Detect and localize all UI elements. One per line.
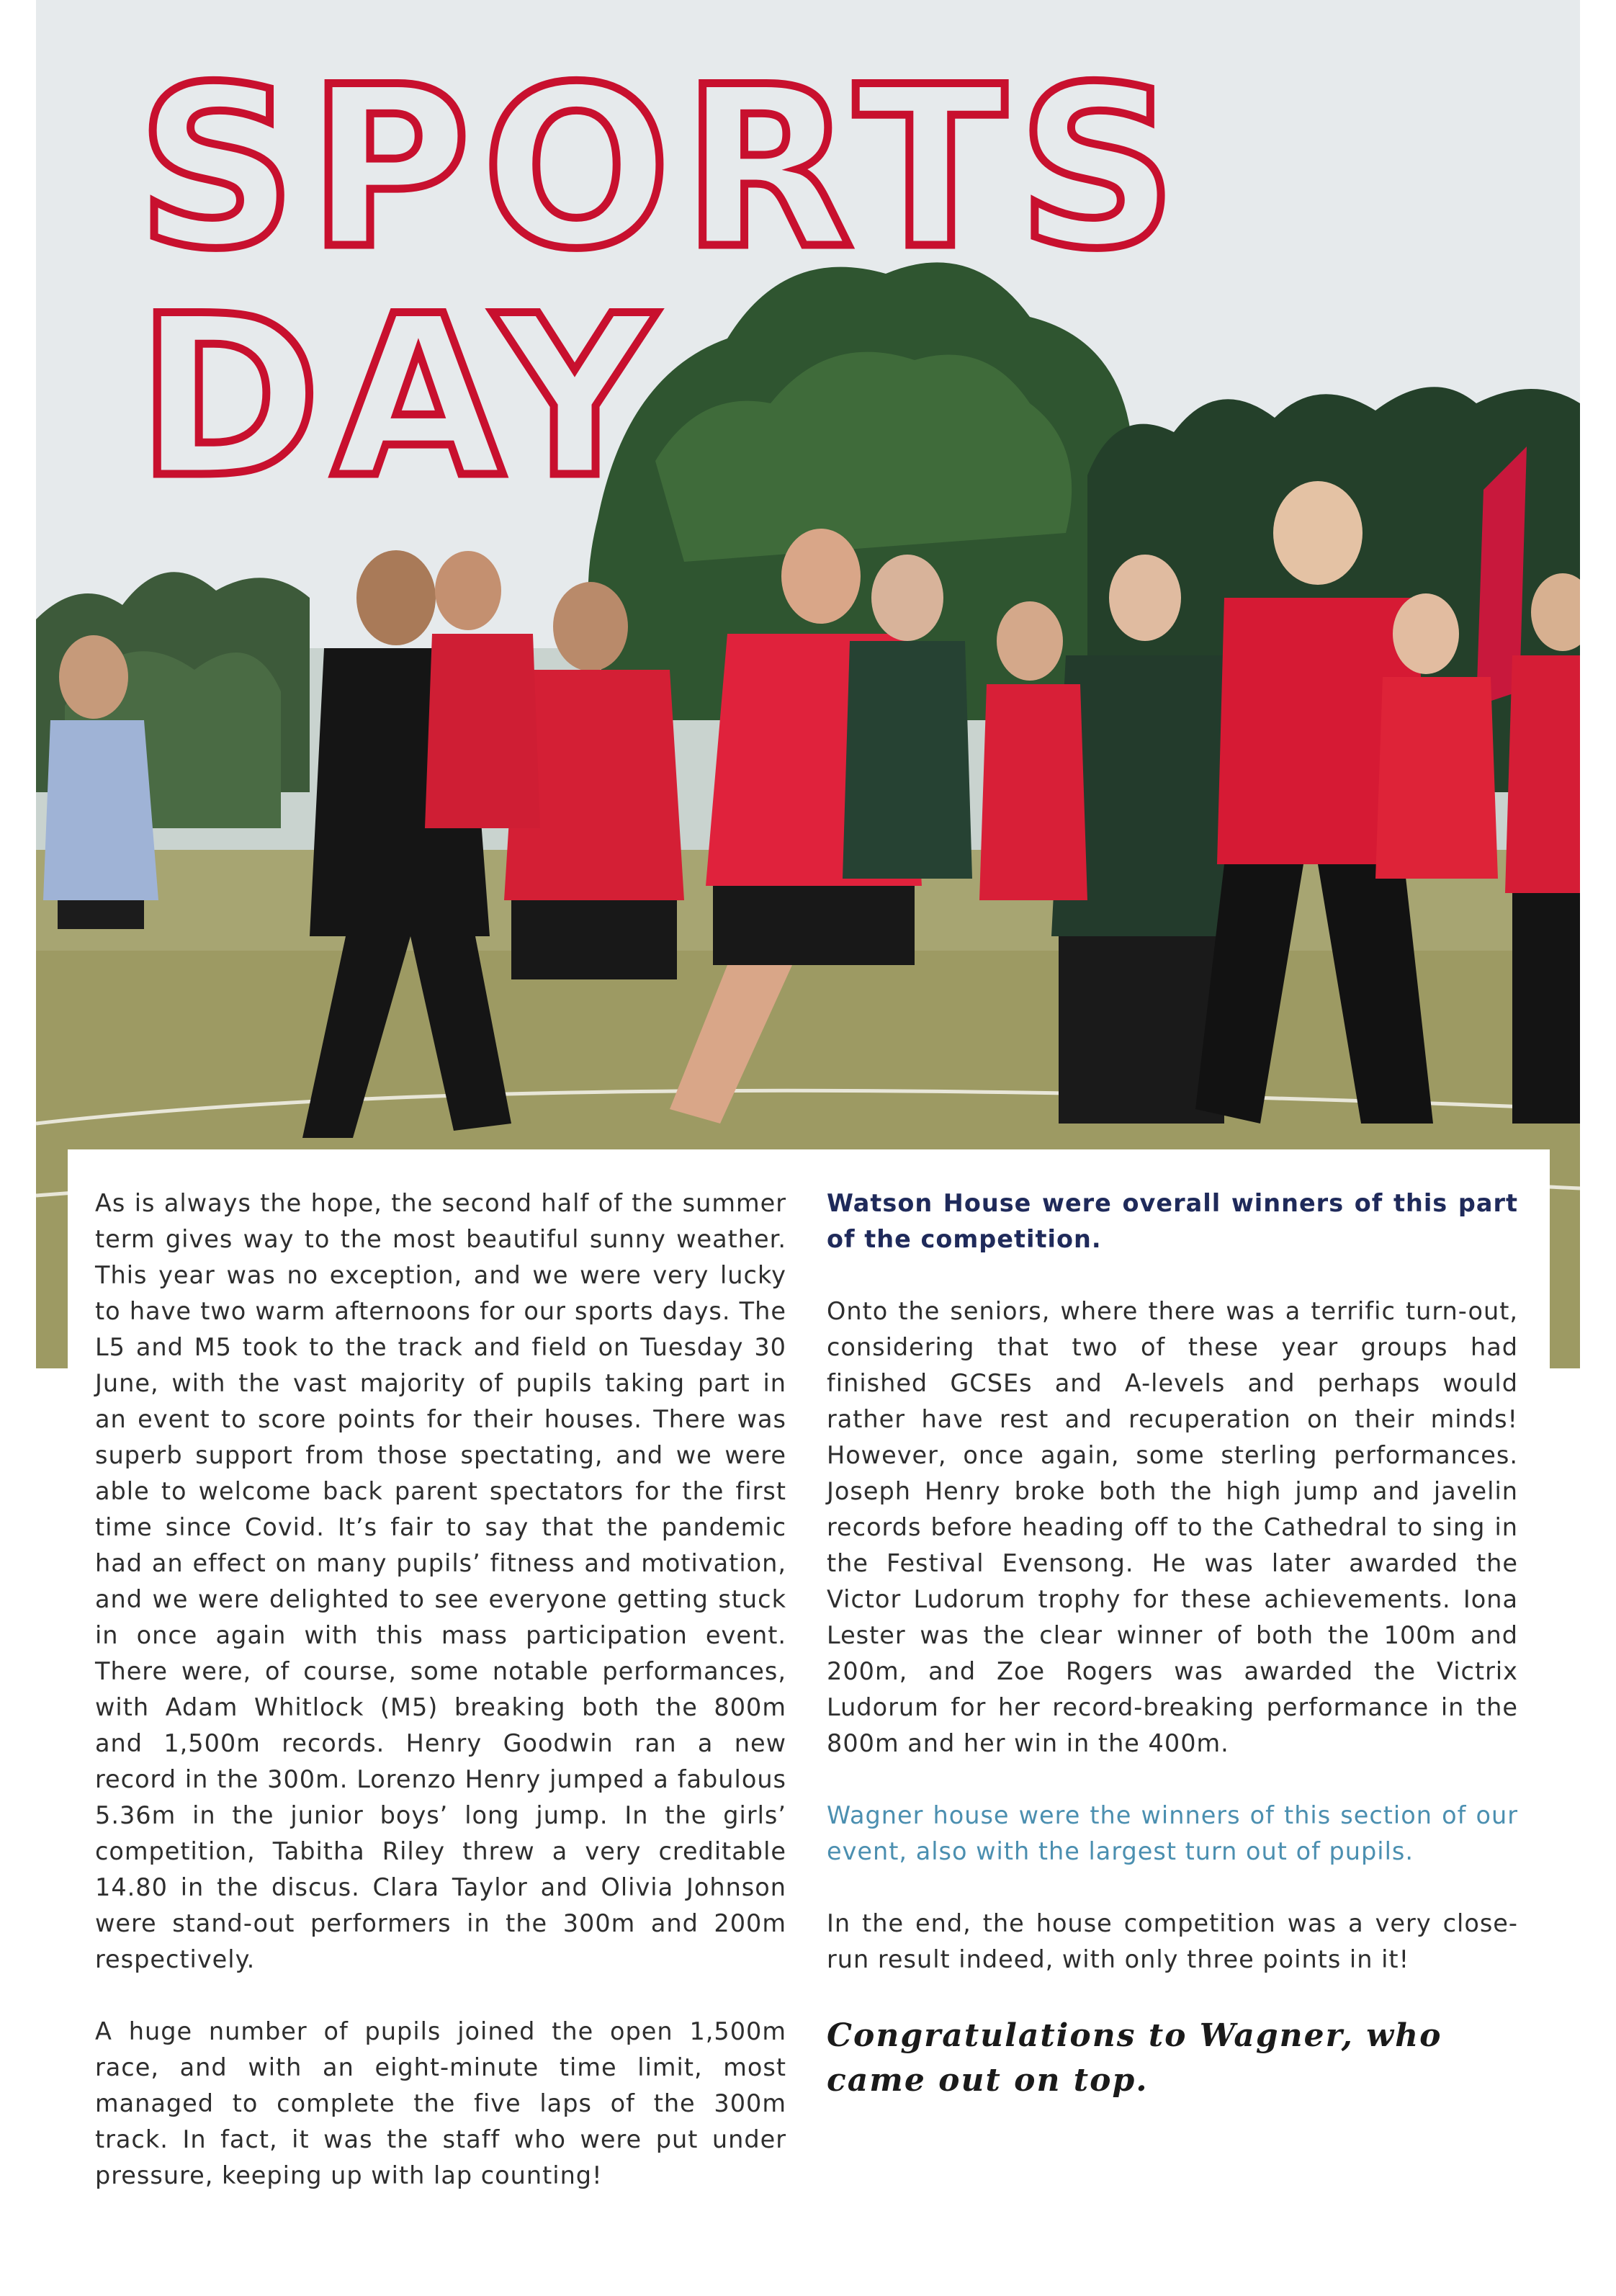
wagner-result: Wagner house were the winners of this section of our event, also with the largest turn out of pupils. bbox=[827, 1801, 1518, 1865]
title-line-2: DAY bbox=[137, 268, 667, 526]
paragraph-juniors: As is always the hope, the second half of the summer term gives way to the most beautiful sunny weather. This year was no exception, and we were very lucky to have two warm afternoons for our sports days. The L5 and M5 took to the track and field on Tuesday 30 June, with the vast majority of pupils taking part in an event to score points for their houses. There was superb support from those spectating, and we were able to welcome back parent spectators for the first time since Covid. It’s fair to say that the pandemic had an effect on many pupils’ fitness and motivation, and we were delighted to see everyone getting stuck in once again with this mass participation event. There were, of course, some notable performances, with Adam Whitlock (M5) breaking both the 800m and 1,500m records. Henry Goodwin ran a new record in the 300m. Lorenzo Henry jumped a fabulous 5.36m in the junior boys’ long jump. In the girls’ competition, Tabitha Riley threw a very creditable 14.80 in the discus. Clara Taylor and Olivia Johnson were stand-out performers in the 300m and 200m respectively. bbox=[95, 1189, 786, 1973]
page-title bbox=[137, 39, 1189, 526]
left-column bbox=[95, 1185, 786, 2230]
paragraph-seniors: Onto the seniors, where there was a terrific turn-out, considering that two of these year groups had finished GCSEs and A-levels and perhaps would rather have rest and recuperation on their minds! However, once again, some sterling performances. Joseph Henry broke both the high jump and javelin records before heading off to the Cathedral to sing in the Festival Evensong. He was later awarded the Victor Ludorum trophy for these achievements. Iona Lester was the clear winner of both the 100m and 200m, and Zoe Rogers was awarded the Victrix Ludorum for her record-breaking performance in the 800m and her win in the 400m. bbox=[827, 1297, 1518, 1757]
article-body bbox=[68, 1149, 1550, 2296]
watson-result: Watson House were overall winners of this part of the competition. bbox=[827, 1189, 1518, 1253]
right-column bbox=[827, 1185, 1518, 2139]
paragraph-1500m-race: A huge number of pupils joined the open 1,500m race, and with an eight-minute time limit, most managed to complete the five laps of the 300m track. In fact, it was the staff who were put under pressure, keeping up with lap counting! bbox=[95, 2017, 786, 2189]
congratulations-note: Congratulations to Wagner, who came out on top. bbox=[827, 2017, 1442, 2099]
paragraph-ending: In the end, the house competition was a very close-run result indeed, with only three points in it! bbox=[827, 1909, 1518, 1973]
title-line-1: SPORTS bbox=[137, 39, 1189, 297]
